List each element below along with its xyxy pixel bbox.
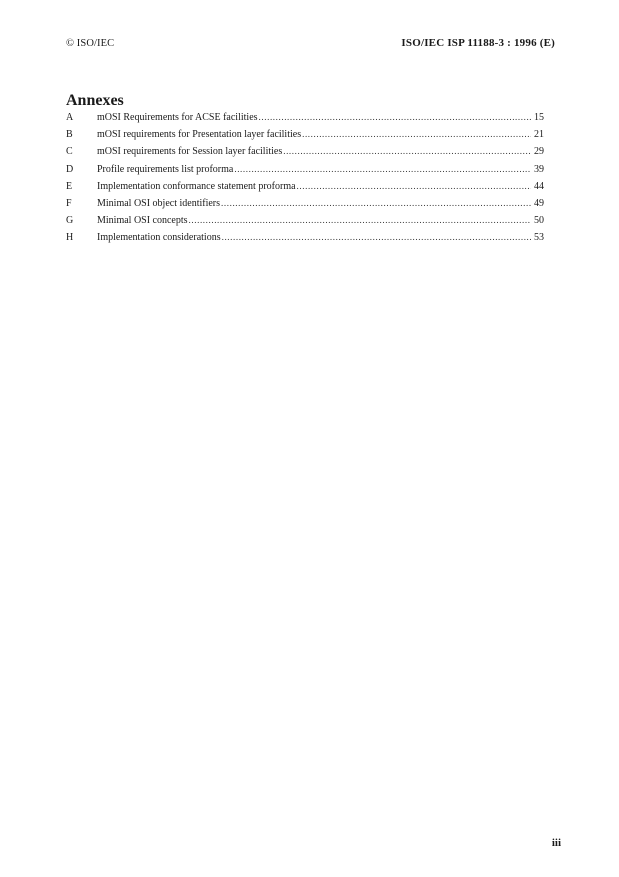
annex-entry-c <box>66 146 544 163</box>
dot-leader <box>283 146 531 156</box>
annex-title: Minimal OSI object identifiers <box>97 197 221 209</box>
annex-list <box>66 112 544 250</box>
annex-letter: D <box>66 163 74 175</box>
annex-entry-a <box>66 112 544 129</box>
annex-title: Minimal OSI concepts <box>97 215 188 227</box>
annex-entry-e <box>66 181 544 198</box>
annex-entry-f <box>66 198 544 215</box>
annex-letter: A <box>66 112 74 123</box>
annex-page-number: 44 <box>534 180 544 192</box>
annex-entry-d <box>66 164 544 181</box>
annex-page-number: 50 <box>534 215 544 227</box>
dot-leader <box>302 129 531 139</box>
annex-letter: H <box>66 232 74 244</box>
annex-letter: E <box>66 180 73 192</box>
annex-letter: G <box>66 215 74 227</box>
annex-entry-h <box>66 232 544 249</box>
annex-title: mOSI requirements for Presentation layer facilities <box>97 129 302 141</box>
annex-page-number: 29 <box>534 146 544 158</box>
annex-page-number: 49 <box>534 197 544 209</box>
dot-leader <box>221 198 531 208</box>
annex-letter: F <box>66 197 72 209</box>
dot-leader <box>222 232 531 242</box>
annex-letter: B <box>66 129 73 141</box>
header-document-id: ISO/IEC ISP 11188-3 : 1996 (E) <box>401 37 555 49</box>
dot-leader <box>234 164 531 174</box>
annex-page-number: 53 <box>534 232 544 244</box>
header-copyright: © ISO/IEC <box>66 38 115 49</box>
annex-title: mOSI Requirements for ACSE facilities <box>97 112 258 123</box>
dot-leader <box>297 181 531 191</box>
annexes-heading: Annexes <box>66 92 124 109</box>
annex-title: Profile requirements list proforma <box>97 163 234 175</box>
annex-page-number: 15 <box>534 112 544 123</box>
annex-page-number: 39 <box>534 163 544 175</box>
dot-leader <box>259 112 531 122</box>
annex-page-number: 21 <box>534 129 544 141</box>
annex-title: mOSI requirements for Session layer facilities <box>97 146 283 158</box>
annex-title: Implementation conformance statement proforma <box>97 180 296 192</box>
page-number: iii <box>551 837 561 849</box>
annex-title: Implementation considerations <box>97 232 221 244</box>
annex-letter: C <box>66 146 73 158</box>
annex-entry-b <box>66 129 544 146</box>
annex-entry-g <box>66 215 544 232</box>
dot-leader <box>189 215 531 225</box>
